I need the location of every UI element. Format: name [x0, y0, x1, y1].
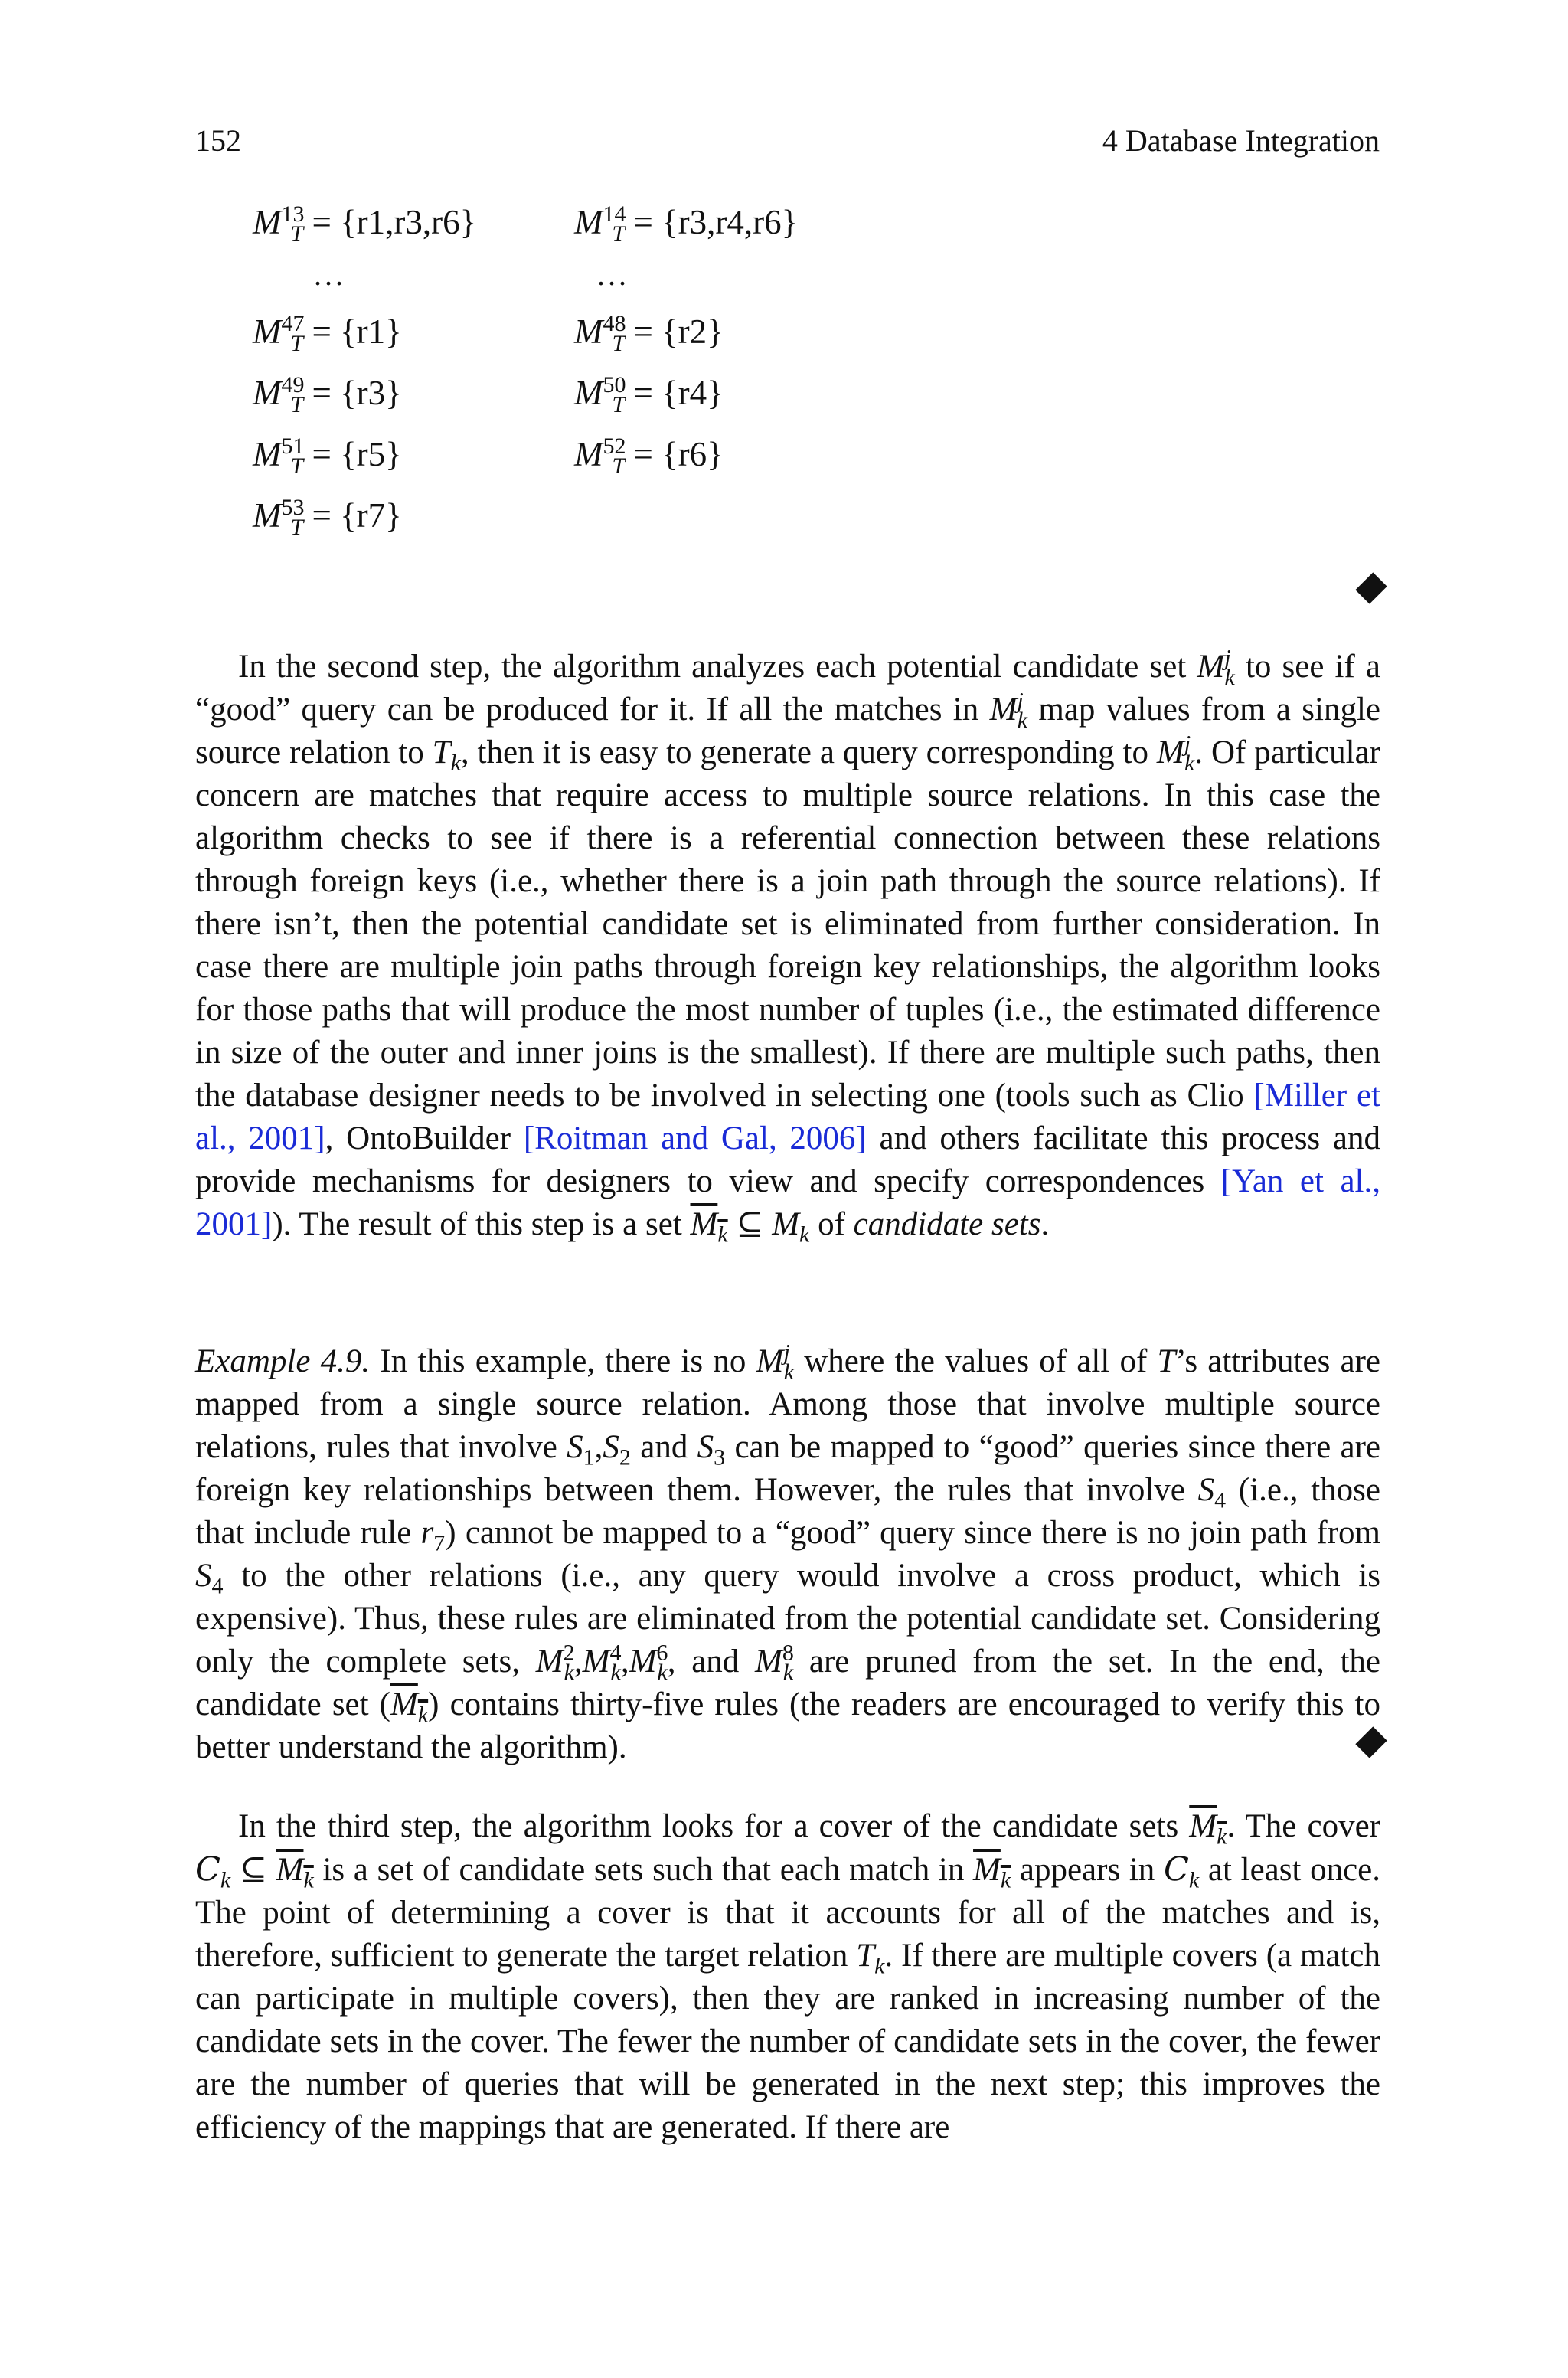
match-set: {r6}: [662, 435, 724, 473]
end-of-example-diamond-icon: [1355, 572, 1387, 603]
example-4-9: Example 4.9. In this example, there is no $M^j_k$ where the values of all of T’s attributes are mapped from a single source relation. Among those that involve multiple source relations, rules that involve $S_1,S_2$ and $S_3$ can be mapped to “good” queries since there are foreign key relationships between them. However, the rules that involve $S_4$ (i.e., those that include rule $r_7$) cannot be mapped to a “good” query since there is no join path from $S_4$ to the other relations (i.e., any query would involve a cross product, which is expensive). Thus, these rules are eliminated from the potential candidate set. Considering only the complete sets, $M^2_k,M^4_k,M^6_k$, and $M^8_k$ are pruned from the set. In the end, the candidate set $(M_k)$ contains thirty-five rules (the readers are encouraged to verify this to better understand the algorithm).: [195, 1339, 1381, 1765]
citation-link[interactable]: [Miller et al., 2001]: [195, 1078, 1380, 1156]
match-item: $M^{48}_T = \{r2\}$: [574, 311, 724, 356]
page-number: 152: [195, 123, 241, 158]
match-item: $M^{14}_T = \{r3,r4,r6\}$: [574, 201, 799, 247]
paragraph-third-step: In the third step, the algorithm looks for a cover of the candidate sets $M_k$. The cover $C_k$ ⊆ $M_k$ is a set of candidate sets such that each match in $M_k$ appears in $C_k$ at least once. The point of determining a cover is that it accounts for all of the matches and is, therefore, sufficient to generate the target relation $T_k$. If there are multiple covers (a match can participate in multiple covers), then they are ranked in increasing number of the candidate sets in the cover. The fewer the number of candidate sets in the cover, the fewer are the number of queries that will be generated in the next step; this improves the efficiency of the mappings that are generated. If there are: [195, 1808, 1381, 2145]
match-set: {r7}: [340, 496, 402, 535]
paragraph-second-step: In the second step, the algorithm analyzes each potential candidate set $M^j_k$ to see if a “good” query can be produced for it. If all the matches in $M^j_k$ map values from a single source relation to $T_k$, then it is easy to generate a query corresponding to $M^j_k$. Of particular concern are matches that require access to multiple source relations. In this case the algorithm checks to see if there is a referential connection between these relations through foreign keys (i.e., whether there is a join path through the source relations). If there isn’t, then the potential candidate set is eliminated from further consideration. In case there are multiple join paths through foreign key relationships, the algorithm looks for those paths that will produce the most number of tuples (i.e., the estimated difference in size of the outer and inner joins is the smallest). If there are multiple such paths, then the database designer needs to be involved in selecting one (tools such as Clio [Miller et al., 2001], OntoBuilder [Roitman and Gal, 2006] and others facilitate this process and provide mechanisms for designers to view and specify correspondences [Yan et al., 2001]). The result of this step is a set $M_k$ ⊆ $M_k$ of candidate sets.: [195, 645, 1380, 1248]
citation-link[interactable]: [Yan et al., 2001]: [195, 1163, 1380, 1242]
ellipsis: ...: [597, 257, 629, 292]
match-item: $M^{49}_T = \{r3\}$: [253, 372, 402, 417]
citation-link[interactable]: [Roitman and Gal, 2006]: [523, 1120, 867, 1156]
match-set: {r2}: [662, 312, 724, 351]
match-set: {r1}: [340, 312, 402, 351]
match-set: {r3,r4,r6}: [662, 203, 799, 241]
match-item: $M^{52}_T = \{r6\}$: [574, 433, 724, 479]
ellipsis: ...: [314, 257, 346, 292]
match-set: {r5}: [340, 435, 402, 473]
running-title: 4 Database Integration: [1102, 123, 1380, 158]
match-item: $M^{47}_T = \{r1\}$: [253, 311, 402, 356]
match-item: $M^{50}_T = \{r4\}$: [574, 372, 724, 417]
match-set: {r3}: [340, 374, 402, 412]
match-item: $M^{53}_T = \{r7\}$: [253, 495, 402, 540]
match-set: {r4}: [662, 374, 724, 412]
match-item: $M^{51}_T = \{r5\}$: [253, 433, 402, 479]
example-label: Example 4.9.: [195, 1343, 371, 1379]
match-set: {r1,r3,r6}: [340, 203, 477, 241]
match-item: $M^{13}_T = \{r1,r3,r6\}$: [253, 201, 477, 247]
